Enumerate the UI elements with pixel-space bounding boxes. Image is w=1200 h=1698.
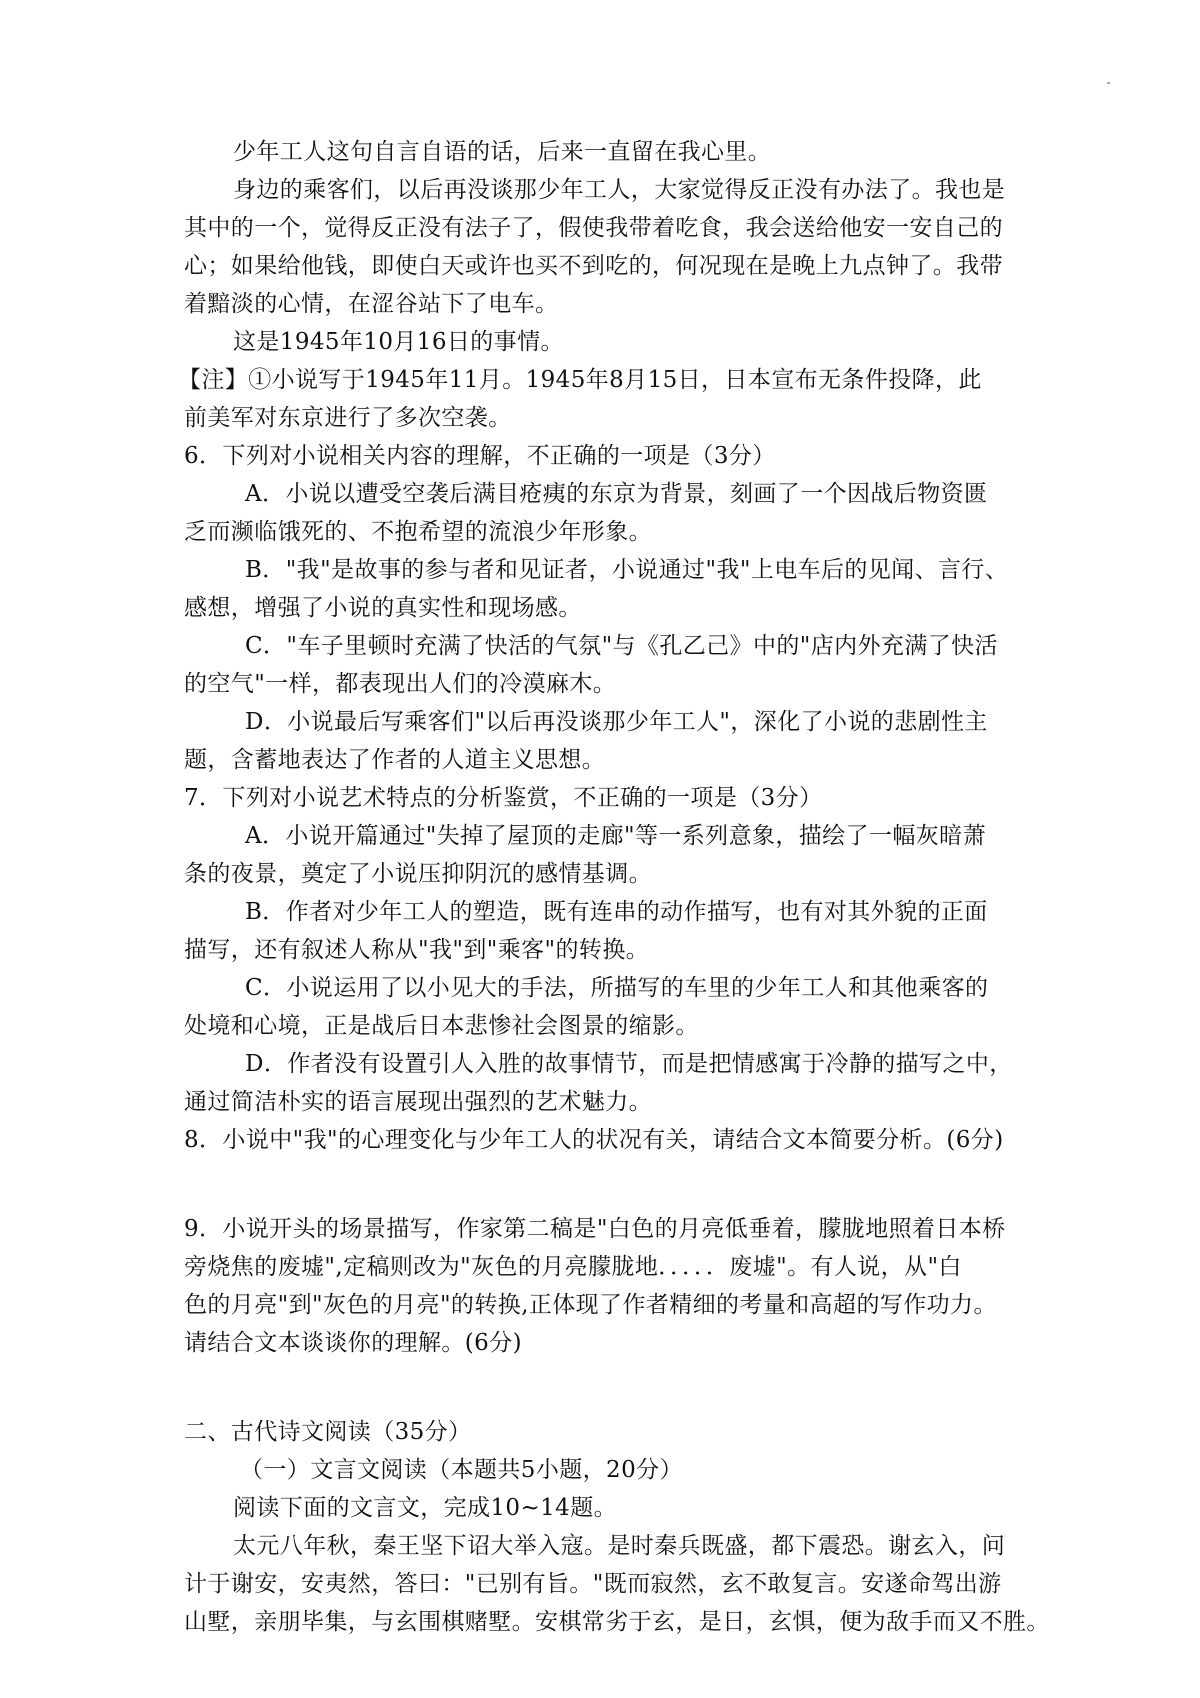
option-c: C．小说运用了以小见大的手法，所描写的车里的少年工人和其他乘客的: [245, 975, 989, 1001]
story-paragraph-line: 其中的一个，觉得反正没有法子了，假使我带着吃食，我会送给他安一安自己的: [184, 215, 1003, 241]
story-paragraph: 少年工人这句自言自语的话，后来一直留在我心里。: [233, 139, 772, 165]
option-d-line: 通过简洁朴实的语言展现出强烈的艺术魅力。: [184, 1089, 652, 1115]
subsection-title: （一）文言文阅读（本题共5小题，20分）: [240, 1457, 683, 1483]
reading-instruction: 阅读下面的文言文，完成10~14题。: [233, 1495, 618, 1521]
classical-passage-line: 计于谢安，安夷然，答曰："已别有旨。"既而寂然，玄不敢复言。安遂命驾出游: [184, 1571, 1002, 1597]
footnote: 【注】①小说写于1945年11月。1945年8月15日，日本宣布无条件投降，此: [178, 367, 982, 393]
option-b-line: 描写，还有叙述人称从"我"到"乘客"的转换。: [184, 937, 650, 963]
story-paragraph: 身边的乘客们，以后再没谈那少年工人，大家觉得反正没有办法了。我也是: [233, 177, 1006, 203]
corner-mark: [1107, 82, 1110, 84]
question-8-stem: 8．小说中"我"的心理变化与少年工人的状况有关，请结合文本简要分析。(6分): [184, 1127, 1004, 1153]
question-9-line: 旁烧焦的废墟",定稿则改为"灰色的月亮朦胧地．．．．．废墟"。有人说，从"白: [184, 1254, 962, 1280]
option-d: D．作者没有设置引人入胜的故事情节，而是把情感寓于冷静的描写之中，: [245, 1051, 1013, 1077]
option-c-line: 的空气"一样，都表现出人们的冷漠麻木。: [184, 671, 617, 697]
option-b: B．"我"是故事的参与者和见证者，小说通过"我"上电车后的见闻、言行、: [245, 557, 1009, 583]
question-9-line: 请结合文本谈谈你的理解。(6分): [184, 1330, 522, 1356]
story-paragraph-line: 着黯淡的心情，在涩谷站下了电车。: [184, 291, 559, 317]
option-b-line: 感想，增强了小说的真实性和现场感。: [184, 595, 582, 621]
option-c-line: 处境和心境，正是战后日本悲惨社会图景的缩影。: [184, 1013, 699, 1039]
question-9-stem: 9．小说开头的场景描写，作家第二稿是"白色的月亮低垂着，朦胧地照着日本桥: [184, 1216, 1006, 1242]
classical-passage-line: 山墅，亲朋毕集，与玄围棋赌墅。安棋常劣于玄，是日，玄惧，便为敌手而又不胜。: [184, 1609, 1050, 1635]
classical-passage: 太元八年秋，秦王坚下诏大举入寇。是时秦兵既盛，都下震恐。谢玄入，问: [233, 1533, 1006, 1559]
option-a: A．小说以遭受空袭后满目疮痍的东京为背景，刻画了一个因战后物资匮: [245, 481, 988, 507]
story-paragraph-line: 心；如果给他钱，即使白天或许也买不到吃的，何况现在是晚上九点钟了。我带: [184, 253, 1003, 279]
option-d-line: 题，含蓄地表达了作者的人道主义思想。: [184, 747, 606, 773]
story-paragraph: 这是1945年10月16日的事情。: [233, 329, 564, 355]
option-a-line: 乏而濒临饿死的、不抱希望的流浪少年形象。: [184, 519, 652, 545]
question-9-line: 色的月亮"到"灰色的月亮"的转换,正体现了作者精细的考量和高超的写作功力。: [184, 1292, 997, 1318]
question-7-stem: 7．下列对小说艺术特点的分析鉴赏，不正确的一项是（3分）: [184, 785, 823, 811]
section-title: 二、古代诗文阅读（35分）: [184, 1419, 472, 1445]
option-d: D．小说最后写乘客们"以后再没谈那少年工人"，深化了小说的悲剧性主: [245, 709, 988, 735]
footnote-line: 前美军对东京进行了多次空袭。: [184, 405, 512, 431]
question-6-stem: 6．下列对小说相关内容的理解，不正确的一项是（3分）: [184, 443, 776, 469]
option-a-line: 条的夜景，奠定了小说压抑阴沉的感情基调。: [184, 861, 652, 887]
option-c: C．"车子里顿时充满了快活的气氛"与《孔乙己》中的"店内外充满了快活: [245, 633, 998, 659]
option-a: A．小说开篇通过"失掉了屋顶的走廊"等一系列意象，描绘了一幅灰暗萧: [245, 823, 986, 849]
option-b: B．作者对少年工人的塑造，既有连串的动作描写，也有对其外貌的正面: [245, 899, 988, 925]
